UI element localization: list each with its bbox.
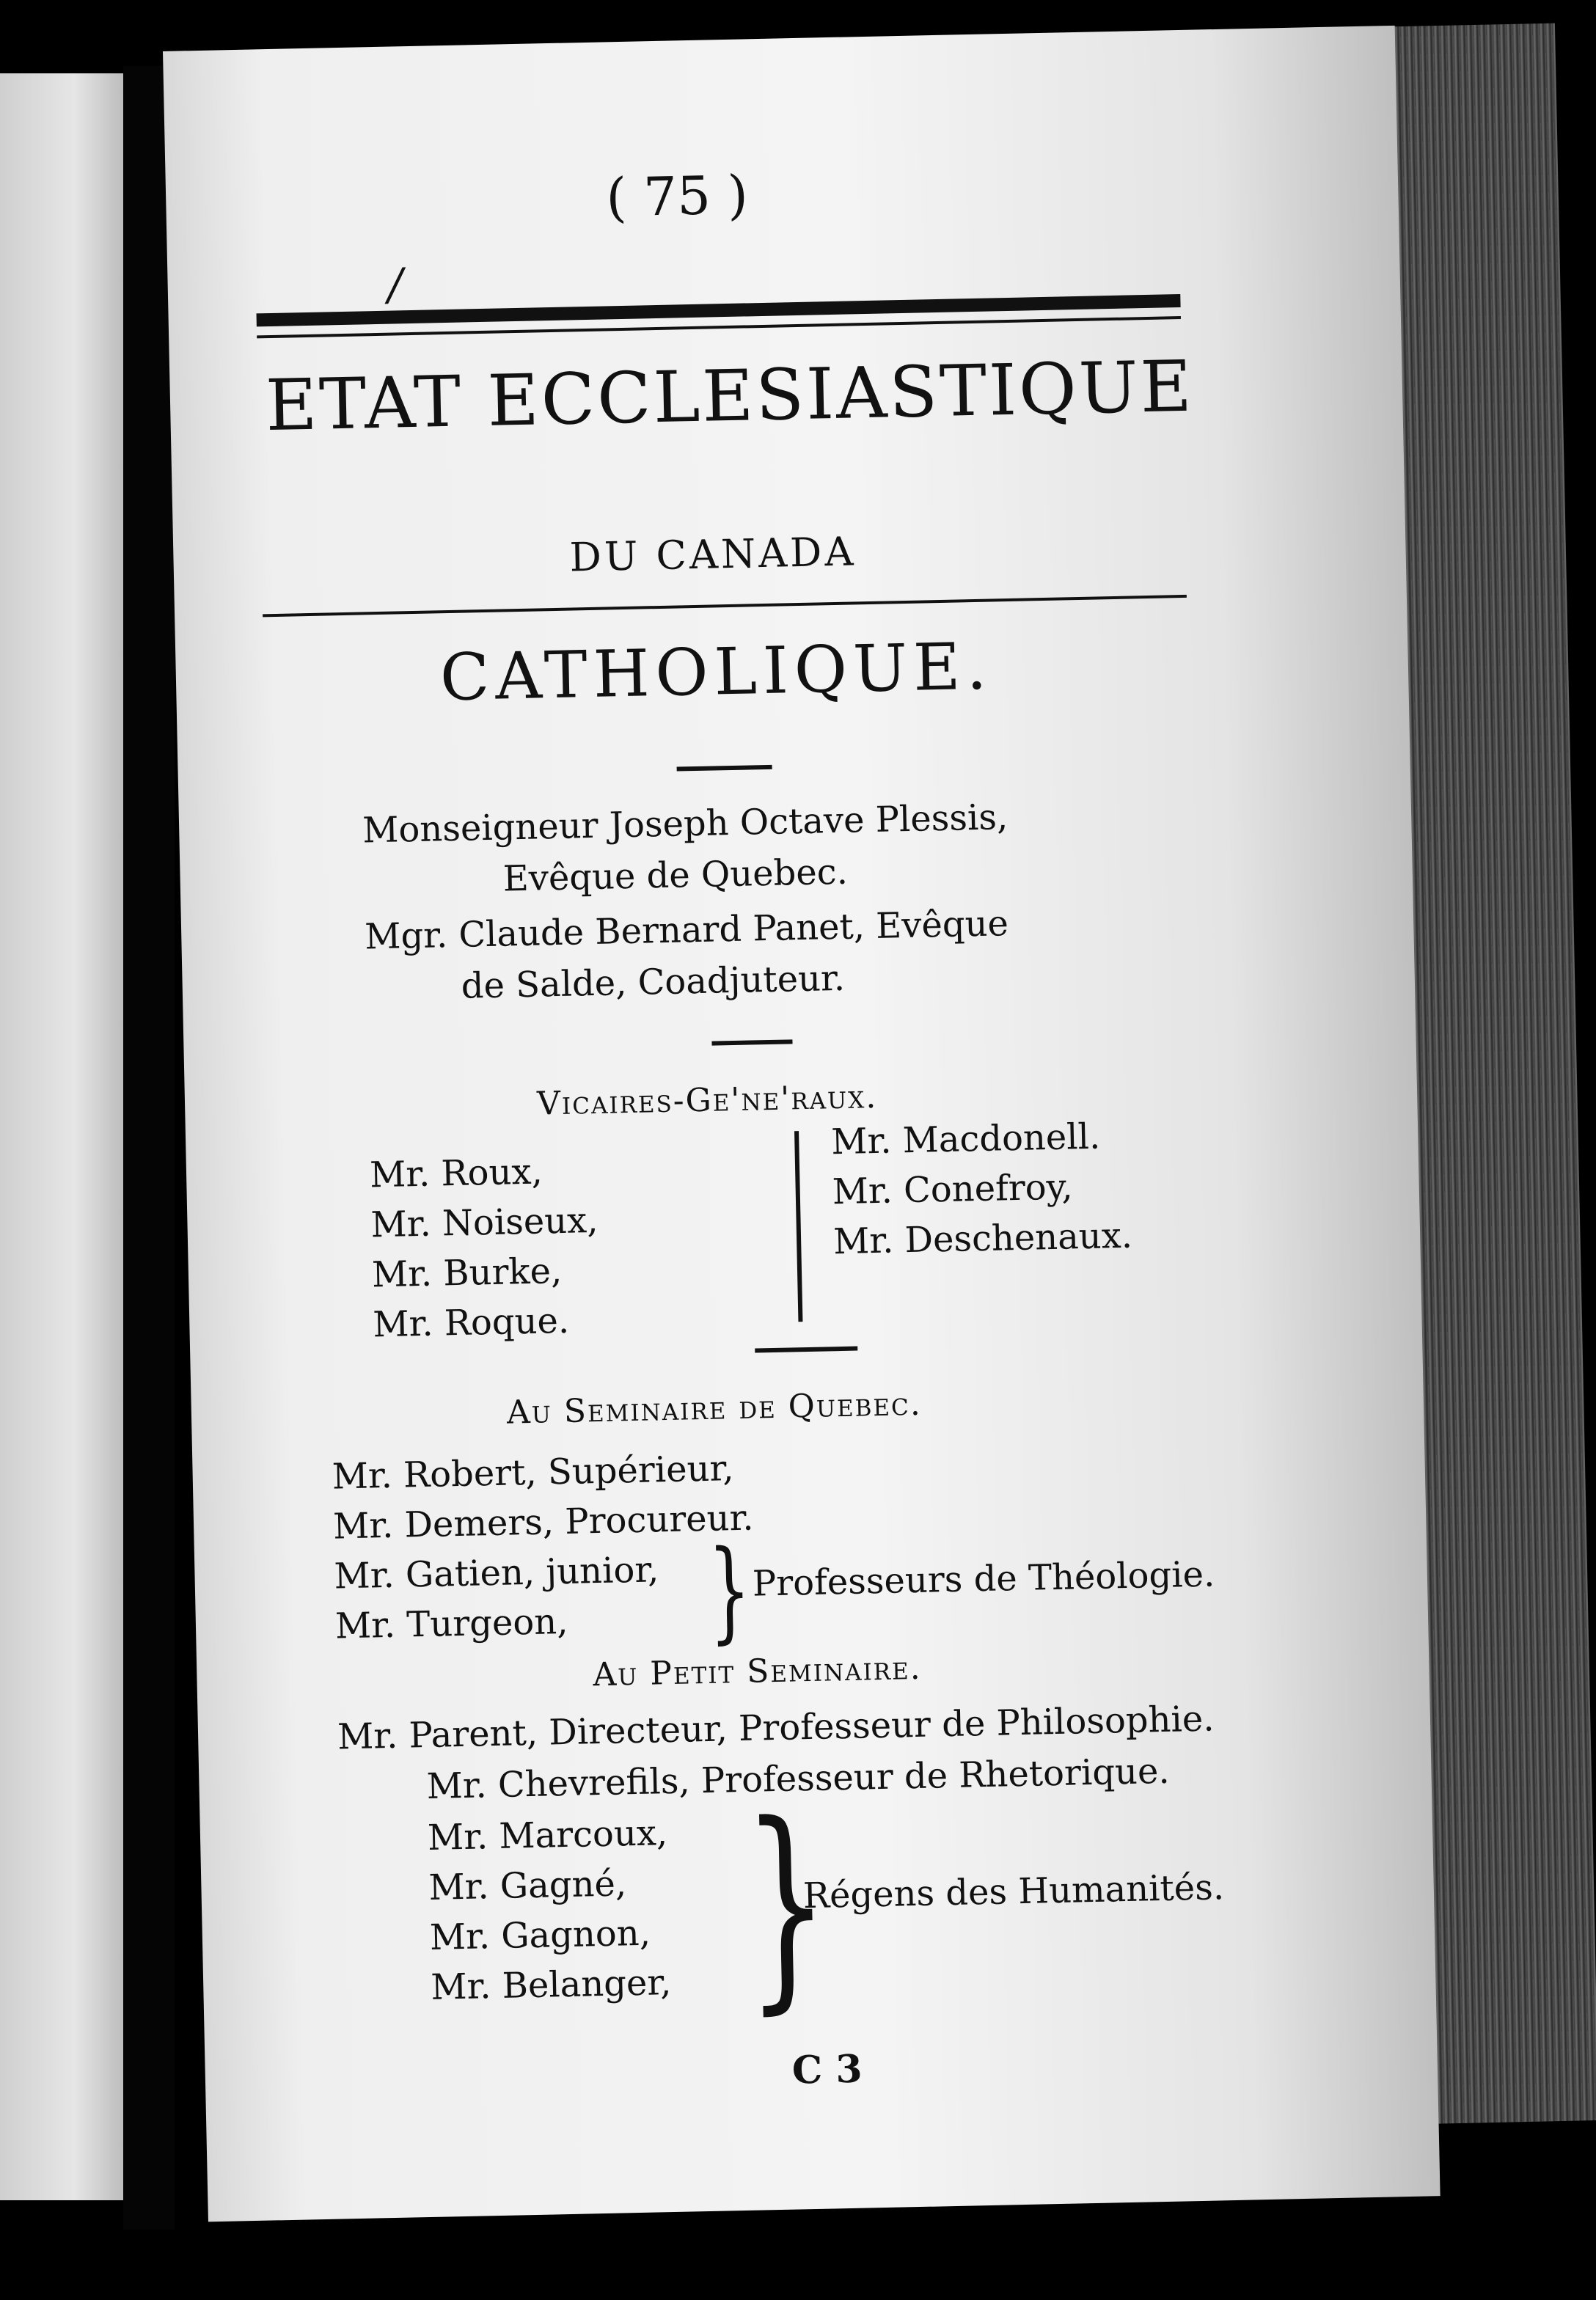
vicaire-left-3: Mr. Burke, bbox=[371, 1250, 563, 1296]
professors-brace: } bbox=[707, 1526, 753, 1655]
divider-dash bbox=[711, 1039, 792, 1045]
bishop-line-2: Evêque de Quebec. bbox=[502, 851, 849, 900]
regent-name-2: Mr. Gagné, bbox=[428, 1863, 627, 1908]
petit-line-2: Mr. Chevrefils, Professeur de Rhetorique. bbox=[426, 1750, 1171, 1807]
vicaire-right-3: Mr. Deschenaux. bbox=[832, 1215, 1133, 1263]
page-number: ( 75 ) bbox=[605, 164, 749, 229]
professor-name-1: Mr. Gatien, junior, bbox=[334, 1549, 659, 1597]
marginal-mark: / bbox=[387, 259, 403, 311]
petit-line-1: Mr. Parent, Directeur, Professeur de Philosophie. bbox=[337, 1698, 1215, 1758]
seminaire-line-1: Mr. Robert, Supérieur, bbox=[332, 1448, 734, 1498]
bishop-line-1: Monseigneur Joseph Octave Plessis, bbox=[362, 796, 1009, 851]
professors-role: Professeurs de Théologie. bbox=[752, 1553, 1215, 1605]
vicaires-divider bbox=[794, 1131, 802, 1322]
divider-dash bbox=[677, 765, 772, 772]
seminaire-line-2: Mr. Demers, Procureur. bbox=[332, 1497, 755, 1548]
regent-name-3: Mr. Gagnon, bbox=[429, 1912, 651, 1958]
divider-dash bbox=[755, 1347, 857, 1353]
regent-name-4: Mr. Belanger, bbox=[430, 1962, 672, 2008]
seminaire-heading: Au Seminaire de Quebec. bbox=[506, 1385, 923, 1432]
page-subtitle: DU CANADA bbox=[568, 528, 857, 581]
signature-mark: C 3 bbox=[791, 2046, 863, 2093]
coadjutor-line-2: de Salde, Coadjuteur. bbox=[461, 957, 846, 1007]
regents-brace: } bbox=[742, 1776, 832, 2034]
professor-name-2: Mr. Turgeon, bbox=[334, 1600, 568, 1647]
vicaire-right-1: Mr. Macdonell. bbox=[830, 1116, 1101, 1163]
section-rule bbox=[263, 595, 1187, 617]
book-gutter bbox=[123, 66, 175, 2230]
vicaire-right-2: Mr. Conefroy, bbox=[832, 1166, 1074, 1213]
facing-page bbox=[0, 73, 123, 2200]
regents-role: Régens des Humanités. bbox=[802, 1867, 1225, 1917]
book-page bbox=[163, 26, 1441, 2222]
vicaire-left-1: Mr. Roux, bbox=[369, 1151, 543, 1196]
vicaire-left-4: Mr. Roque. bbox=[372, 1300, 570, 1346]
petit-heading: Au Petit Seminaire. bbox=[592, 1649, 923, 1694]
section-heading: CATHOLIQUE. bbox=[439, 628, 994, 716]
coadjutor-line-1: Mgr. Claude Bernard Panet, Evêque bbox=[364, 903, 1009, 958]
regent-name-1: Mr. Marcoux, bbox=[427, 1812, 668, 1858]
vicaire-left-2: Mr. Noiseux, bbox=[370, 1199, 598, 1246]
vicaires-heading: Vicaires-Ge'ne'raux. bbox=[536, 1077, 878, 1123]
page-title: ETAT ECCLESIASTIQUE bbox=[264, 345, 1195, 447]
